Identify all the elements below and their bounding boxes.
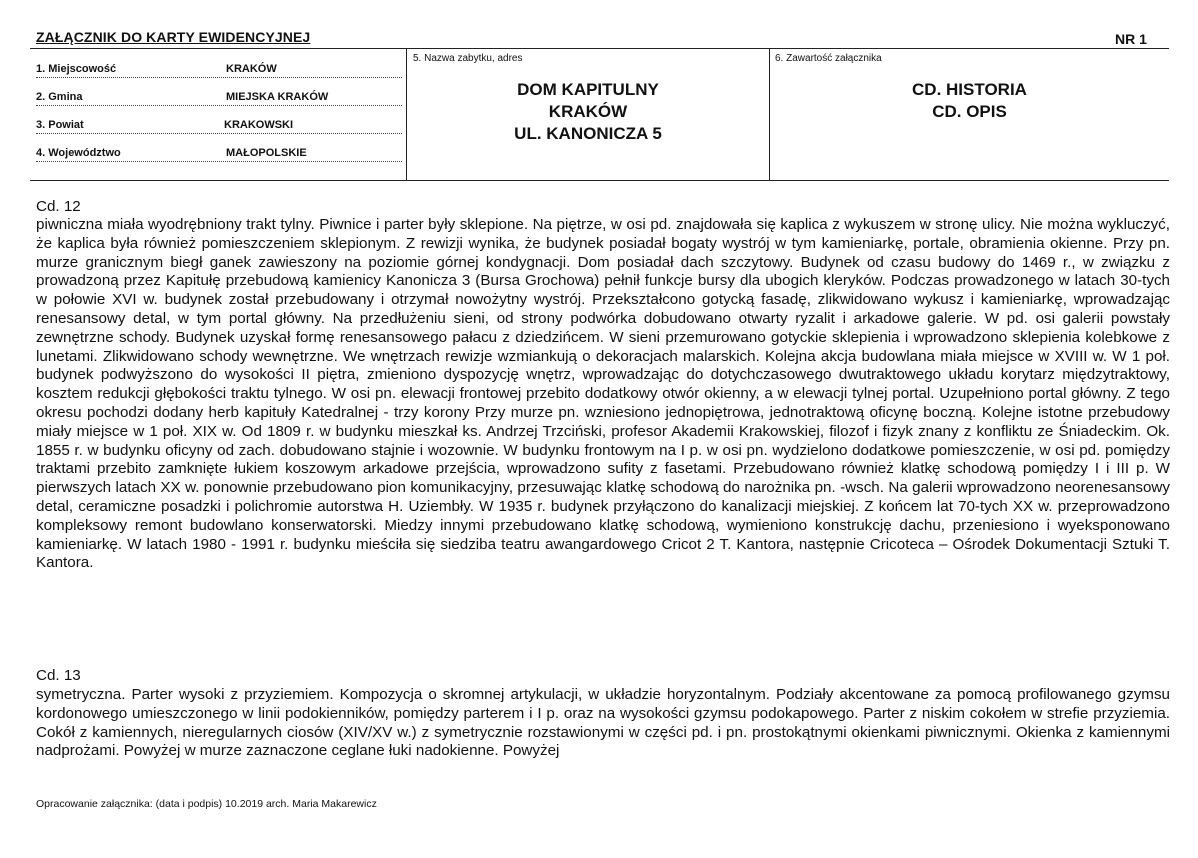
monument-name-line: DOM KAPITULNY — [517, 80, 659, 99]
field-label: 2. Gmina — [36, 91, 83, 103]
header-box — [30, 48, 1169, 181]
attachment-contents-line: CD. HISTORIA — [912, 80, 1027, 99]
section-5-label: 5. Nazwa zabytku, adres — [413, 53, 523, 64]
page-title: ZAŁĄCZNIK DO KARTY EWIDENCYJNEJ — [36, 29, 311, 45]
monument-name — [407, 79, 769, 145]
monument-name-line: KRAKÓW — [548, 102, 628, 121]
footer-signature: Opracowanie załącznika: (data i podpis) 10.2019 arch. Maria Makarewicz — [36, 798, 377, 810]
field-value: MIEJSKA KRAKÓW — [226, 91, 329, 103]
section-text: symetryczna. Parter wysoki z przyziemiem. Kompozycja o skromnej artykulacji, w układzie horyzontalnym. Podziały akcentowane za pomocą profilowanego gzymsu kordonowego umieszczonego w linii podokienników, pomiędzy parterem i I p. oraz na wysokości gzymsu podokapowego. Parter z niskim cokołem w strefie przyziemia. Cokół z kamiennych, nieregularnych ciosów (XIV/XV w.) z symetrycznie rozstawionymi w części pd. i pn. prostokątnymi okienkami piwnicznymi. Okienka z kamiennymi nadprożami. Powyżej w murze zaznaczone ceglane łuki nadokienne. Powyżej — [36, 686, 1170, 760]
section-heading: Cd. 13 — [36, 667, 81, 684]
section-text: piwniczna miała wyodrębniony trakt tylny. Piwnice i parter były sklepione. Na piętrze, w osi pd. znajdowała się kaplica z wykuszem w stronę ulicy. Nie można wykluczyć, że kaplica była również pomieszczeniem sklepionym. Z rewizji wynika, że budynek posiadał bogaty wystrój w tym kamieniarkę, portale, obramienia okienne. Przy pn. murze granicznym biegł ganek zawieszony na poziomie górnej kondygnacji. Dom posiadał dach szczytowy. Budynek od czasu budowy do 1469 r., w związku z prowadzoną przez Kapitułę przebudową kamienicy Kanonicza 3 (Bursa Grochowa) pełnił funkcje bursy dla ubogich kleryków. Podczas prowadzonego w latach 30-tych w połowie XVI w. budynek został przebudowany i otrzymał nowożytny wystrój. Przekształcono gotycką fasadę, zlikwidowano wykusz i kamieniarkę, wprowadzając renesansowy detal, w tym portal główny. Na przedłużeniu sieni, od strony podwórka dobudowano otwarty ryzalit i arkadowe galerie. W pd. osi galerii powstały zewnętrzne schody. Budynek uzyskał formę renesansowego pałacu z dziedzińcem. W sieni przemurowano gotyckie sklepienia i wprowadzono sklepienia kolebkowe z lunetami. Zlikwidowano schody wewnętrzne. We wnętrzach rewizje wzmiankują o dekoracjach malarskich. Kolejna akcja budowlana miała miejsce w XVIII w. W 1 poł. budynek podwyższono do wysokości II piętra, zmieniono dyspozycję wnętrz, wprowadzając do dotychczasowego dwutraktowego układu korytarz międzytraktowy, kosztem redukcji głębokości traktu tylnego. W osi pn. elewacji frontowej przebito dodatkowy otwór okienny, a w elewacji tylnej portal. Uzupełniono portal główny. Z tego okresu pochodzi dodany herb kapituły Katedralnej - trzy korony Przy murze pn. wzniesiono jednopiętrowa, jednotraktową oficynę boczną. Kolejne istotne przebudowy miały miejsce w 1 poł. XIX w. Od 1809 r. w budynku mieszkał ks. Andrzej Trzciński, profesor Akademii Krakowskiej, filozof i fizyk znany z konfliktu ze Śniadeckim. Ok. 1855 r. w budynku oficyny od zach. dobudowano stajnie i wozownie. W budynku frontowym na I p. w osi pn. wydzielono dodatkowe pomieszczenie, w osi pd. pomiędzy traktami przebito zamknięte łukiem koszowym arkadowe przejścia, wprowadzono sufity z fasetami. Przebudowano również klatkę schodową pomiędzy I i III p. W pierwszych latach XX w. ponownie przebudowano pion komunikacyjny, przesuwając klatkę schodową do narożnika pn. -wsch. Na galerii wprowadzono neorenesansowy detal, ceramiczne posadzki i polichromie autorstwa H. Uziembły. W 1935 r. budynek przyłączono do kanalizacji miejskiej. Z końcem lat 70-tych XX w. przeprowadzono kompleksowy remont budowlano konserwatorski. Miedzy innymi przebudowano klatkę schodową, wymieniono konstrukcję dachu, przeniesiono i wyeksponowano kamieniarkę. W latach 1980 - 1991 r. budynku mieściła się siedziba teatru awangardowego Cricot 2 T. Kantora, następnie Cricoteca – Ośrodek Dokumentacji Sztuki T. Kantora. — [36, 216, 1170, 572]
field-voivodeship — [36, 147, 402, 162]
field-label: 3. Powiat — [36, 119, 84, 131]
sheet-number: NR 1 — [1115, 31, 1147, 47]
attachment-contents-line: CD. OPIS — [932, 102, 1007, 121]
attachment-contents — [770, 79, 1169, 123]
field-value: MAŁOPOLSKIE — [226, 147, 307, 159]
field-value: KRAKÓW — [226, 63, 277, 75]
section-6-label: 6. Zawartość załącznika — [775, 53, 882, 64]
field-label: 4. Województwo — [36, 147, 121, 159]
field-value: KRAKOWSKI — [224, 119, 294, 131]
field-label: 1. Miejscowość — [36, 63, 117, 75]
field-locality — [36, 63, 402, 78]
field-commune — [36, 91, 402, 106]
field-district — [36, 119, 402, 134]
monument-name-line: UL. KANONICZA 5 — [514, 124, 662, 143]
section-heading: Cd. 12 — [36, 198, 81, 215]
